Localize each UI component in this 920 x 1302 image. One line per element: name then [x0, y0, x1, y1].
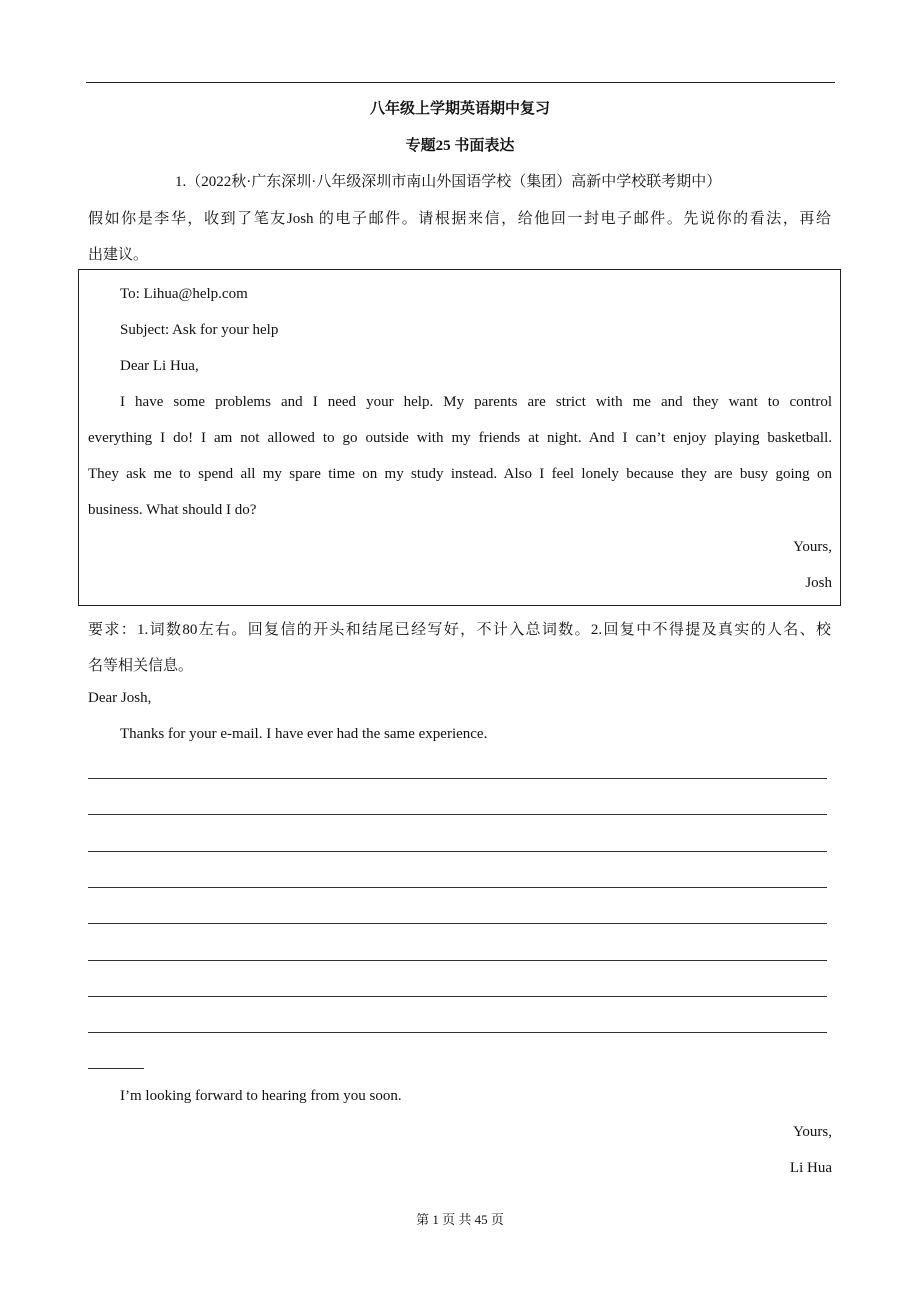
email-subject: Subject: Ask for your help: [120, 322, 279, 338]
answer-blank-short[interactable]: [88, 1068, 144, 1069]
reply-signature: Li Hua: [789, 1160, 832, 1176]
reply-closing-sentence: I’m looking forward to hearing from you soon.: [120, 1088, 402, 1104]
requirements-line-2: 名等相关信息。: [88, 658, 194, 674]
email-body-line-2: everything I do! I am not allowed to go outside with my friends at night. And I can’t enjoy playing basketball.: [88, 430, 832, 446]
answer-blank-line[interactable]: [88, 887, 827, 888]
prompt-line-1: 假如你是李华，收到了笔友Josh 的电子邮件。请根据来信，给他回一封电子邮件。先说你的看法，再给: [88, 211, 831, 227]
question-source: （2022秋·广东深圳·八年级深圳市南山外国语学校（集团）高新中学校联考期中）: [186, 174, 722, 190]
topic-subtitle: 专题25 书面表达: [405, 138, 515, 154]
email-body-line-1: I have some problems and I need your help. My parents are strict with me and they want to control: [120, 394, 832, 410]
email-signature: Josh: [805, 575, 832, 591]
document-title: 八年级上学期英语期中复习: [369, 101, 550, 117]
answer-blank-line[interactable]: [88, 814, 827, 815]
email-greeting: Dear Li Hua,: [120, 358, 199, 374]
email-to: To: Lihua@help.com: [120, 286, 248, 302]
header-rule: [86, 82, 835, 83]
reply-greeting: Dear Josh,: [88, 690, 152, 706]
answer-blank-line[interactable]: [88, 960, 827, 961]
reply-closing: Yours,: [793, 1124, 832, 1140]
prompt-line-2: 出建议。: [88, 247, 149, 263]
answer-blank-line[interactable]: [88, 778, 827, 779]
answer-blank-line[interactable]: [88, 851, 827, 852]
email-body-line-3: They ask me to spend all my spare time on my study instead. Also I feel lonely because they are busy going on: [88, 466, 832, 482]
page-footer: 第 1 页 共 45 页: [416, 1212, 504, 1227]
question-number: 1.: [175, 174, 187, 190]
email-closing: Yours,: [793, 539, 832, 555]
question-header: [175, 170, 721, 191]
requirements-line-1: 要求：1.词数80左右。回复信的开头和结尾已经写好，不计入总词数。2.回复中不得提及真实的人名、校: [88, 622, 831, 638]
answer-blank-line[interactable]: [88, 923, 827, 924]
email-body-line-4: business. What should I do?: [88, 502, 257, 518]
answer-blank-line[interactable]: [88, 1032, 827, 1033]
reply-opening: Thanks for your e-mail. I have ever had the same experience.: [120, 726, 488, 742]
answer-blank-line[interactable]: [88, 996, 827, 997]
